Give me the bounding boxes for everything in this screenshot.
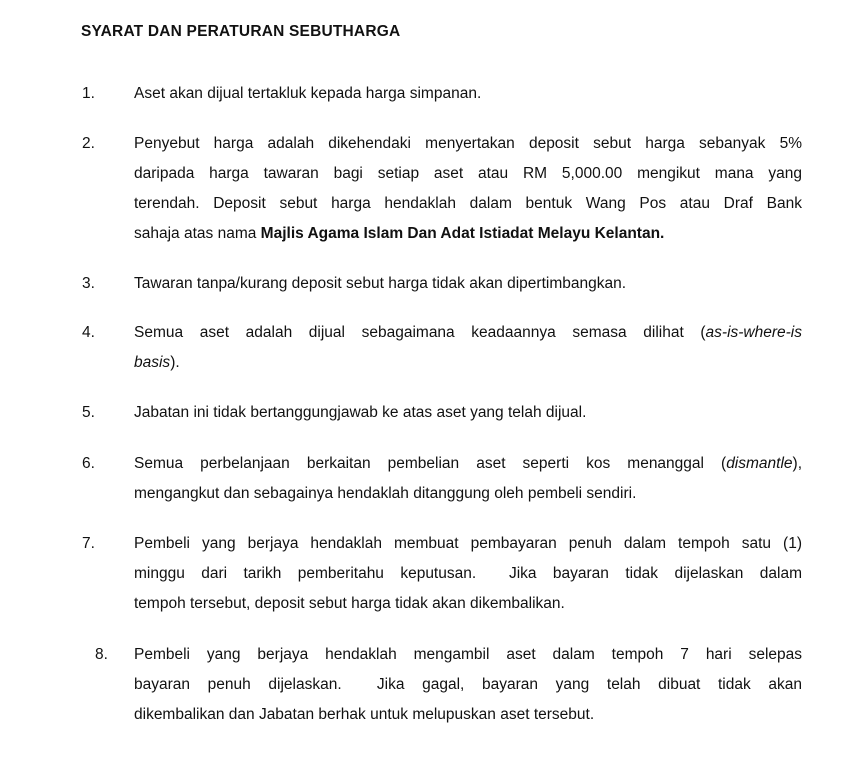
item-text xyxy=(134,318,802,378)
item-number: 6. xyxy=(82,455,95,472)
item-number: 5. xyxy=(82,404,95,421)
item-number: 3. xyxy=(82,275,95,292)
document-title: SYARAT DAN PERATURAN SEBUTHARGA xyxy=(81,23,401,40)
item-text: Tawaran tanpa/kurang deposit sebut harga tidak akan dipertimbangkan. xyxy=(134,275,627,292)
item-text xyxy=(134,449,802,509)
item-line xyxy=(134,219,802,249)
item-text: Aset akan dijual tertakluk kepada harga simpanan. xyxy=(134,85,482,102)
item-line: minggu dari tarikh pemberitahu keputusan. Jika bayaran tidak dijelaskan dalam xyxy=(134,565,802,582)
item-line: dikembalikan dan Jabatan berhak untuk melupuskan aset tersebut. xyxy=(134,706,595,723)
item-line xyxy=(134,318,802,348)
item-number: 7. xyxy=(82,535,95,552)
item-line xyxy=(134,348,802,378)
item-line: tempoh tersebut, deposit sebut harga tidak akan dikembalikan. xyxy=(134,595,565,612)
item-number: 8. xyxy=(95,646,108,663)
item-line: bayaran penuh dijelaskan. Jika gagal, bayaran yang telah dibuat tidak akan xyxy=(134,676,802,693)
item-line: daripada harga tawaran bagi setiap aset atau RM 5,000.00 mengikut mana yang xyxy=(134,165,802,182)
italic-term: basis xyxy=(134,354,171,371)
item-number: 1. xyxy=(82,85,95,102)
item-number: 2. xyxy=(82,135,95,152)
item-text: Jabatan ini tidak bertanggungjawab ke atas aset yang telah dijual. xyxy=(134,404,587,421)
item-text xyxy=(134,529,802,619)
item-line-text: Semua aset adalah dijual sebagaimana keadaannya semasa dilihat ( xyxy=(134,324,706,341)
item-number: 4. xyxy=(82,324,95,341)
organization-name: Majlis Agama Islam Dan Adat Istiadat Melayu Kelantan. xyxy=(260,225,665,242)
item-line: Pembeli yang berjaya hendaklah membuat pembayaran penuh dalam tempoh satu (1) xyxy=(134,535,802,552)
item-line-text: Semua perbelanjaan berkaitan pembelian aset seperti kos menanggal ( xyxy=(134,455,727,472)
item-line: mengangkut dan sebagainya hendaklah ditanggung oleh pembeli sendiri. xyxy=(134,485,637,502)
item-line xyxy=(134,449,802,479)
item-line-text: sahaja atas nama xyxy=(134,225,261,242)
item-line-text: ), xyxy=(792,455,802,472)
item-text xyxy=(134,640,802,730)
item-text xyxy=(134,129,802,249)
item-line: Pembeli yang berjaya hendaklah mengambil aset dalam tempoh 7 hari selepas xyxy=(134,646,802,663)
italic-term: as-is-where-is xyxy=(705,324,802,341)
item-line: terendah. Deposit sebut harga hendaklah dalam bentuk Wang Pos atau Draf Bank xyxy=(134,195,802,212)
italic-term: dismantle xyxy=(726,455,793,472)
item-line-text: ). xyxy=(170,354,180,371)
item-line: Penyebut harga adalah dikehendaki menyertakan deposit sebut harga sebanyak 5% xyxy=(134,135,802,152)
